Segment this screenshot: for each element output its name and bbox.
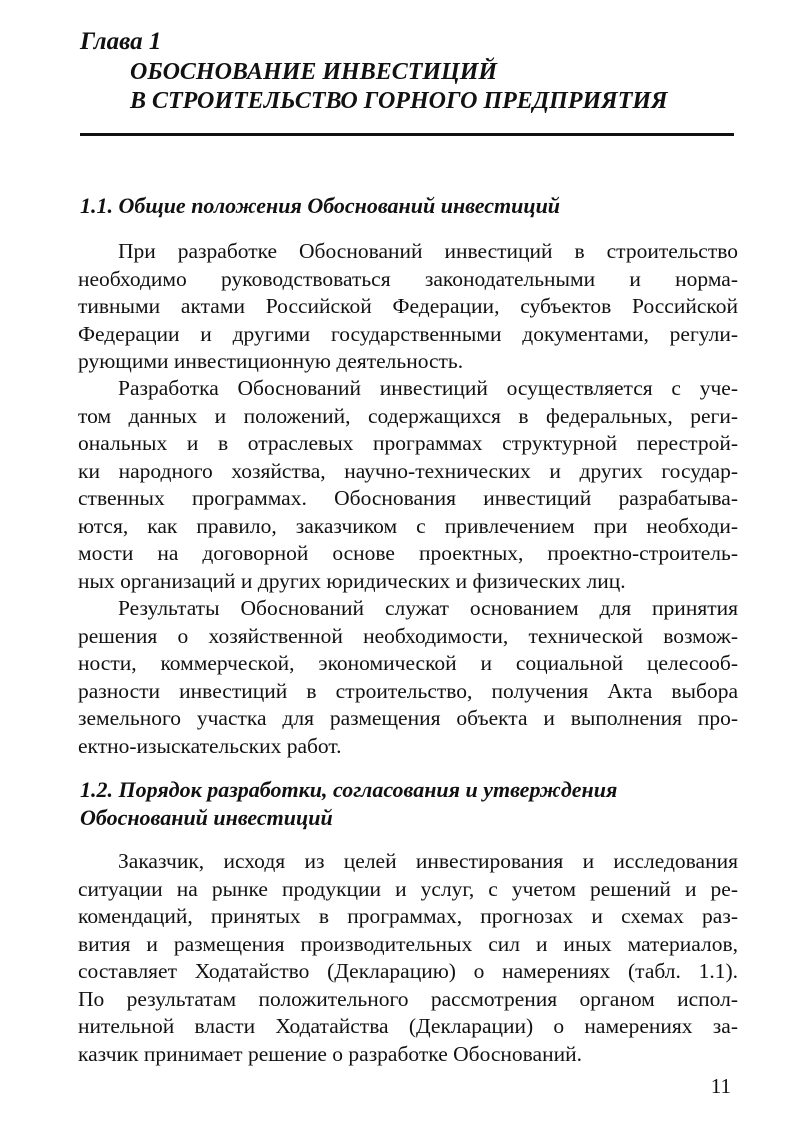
text-line: тивными актами Российской Федерации, субъектов Российской: [78, 294, 738, 318]
text-line: Результаты Обоснований служат основанием для принятия: [118, 596, 738, 620]
text-line: вития и размещения производительных сил и иных материалов,: [78, 931, 738, 956]
section-heading-line: 1.2. Порядок разработки, согласования и утверждения: [80, 777, 618, 802]
section-heading-1-2: [80, 776, 740, 832]
paragraph: [78, 238, 738, 376]
chapter-label: Глава 1: [80, 28, 162, 55]
chapter-title-line: ОБОСНОВАНИЕ ИНВЕСТИЦИЙ: [130, 59, 498, 85]
text-line: разности инвестиций в строительство, получения Акта выбора: [78, 678, 738, 703]
text-line: При разработке Обоснований инвестиций в строительство: [118, 239, 738, 263]
chapter-title-line: В СТРОИТЕЛЬСТВО ГОРНОГО ПРЕДПРИЯТИЯ: [130, 88, 668, 114]
text-line: ются, как правило, заказчиком с привлечением при необходи-: [78, 513, 738, 538]
text-line: Заказчик, исходя из целей инвестирования и исследования: [118, 849, 738, 873]
text-line: ственных программах. Обоснования инвестиций разрабатыва-: [78, 486, 738, 510]
text-line: По результатам положительного рассмотрения органом испол-: [78, 986, 738, 1011]
paragraph: [78, 848, 738, 1068]
section-heading-line: Обоснований инвестиций: [80, 805, 333, 830]
text-line: ектно-изыскательских работ.: [78, 733, 342, 758]
text-line: комендаций, принятых в программах, прогнозах и схемах раз-: [78, 904, 738, 928]
paragraph: [78, 375, 738, 595]
text-line: мости на договорной основе проектных, проектно-строитель-: [78, 541, 738, 565]
paragraph: [78, 595, 738, 760]
chapter-title: [130, 58, 750, 116]
section-heading-1-1: [80, 192, 740, 220]
text-line: ки народного хозяйства, научно-технических и других государ-: [78, 458, 738, 483]
text-line: необходимо руководствоваться законодательными и норма-: [78, 266, 738, 291]
text-line: Разработка Обоснований инвестиций осуществляется с уче-: [118, 376, 738, 400]
text-line: ситуации на рынке продукции и услуг, с учетом решений и ре-: [78, 876, 738, 901]
text-line: земельного участка для размещения объекта и выполнения про-: [78, 706, 738, 730]
text-line: казчик принимает решение о разработке Обоснований.: [78, 1041, 582, 1066]
text-line: Федерации и другими государственными документами, регули-: [78, 321, 738, 346]
text-line: ональных и в отраслевых программах структурной перестрой-: [78, 431, 738, 455]
text-line: рующими инвестиционную деятельность.: [78, 349, 464, 373]
section-heading-line: 1.1. Общие положения Обоснований инвестиций: [80, 193, 561, 218]
chapter-divider: [80, 133, 734, 136]
page-number: 11: [710, 1074, 731, 1098]
text-line: ности, коммерческой, экономической и социальной целесооб-: [78, 651, 738, 675]
text-line: составляет Ходатайство (Декларацию) о намерениях (табл. 1.1).: [78, 959, 738, 983]
text-line: решения о хозяйственной необходимости, технической возмож-: [78, 623, 738, 648]
text-line: нительной власти Ходатайства (Декларации) о намерениях за-: [78, 1014, 738, 1038]
text-line: ных организаций и других юридических и физических лиц.: [78, 568, 626, 593]
text-line: том данных и положений, содержащихся в федеральных, реги-: [78, 403, 738, 428]
